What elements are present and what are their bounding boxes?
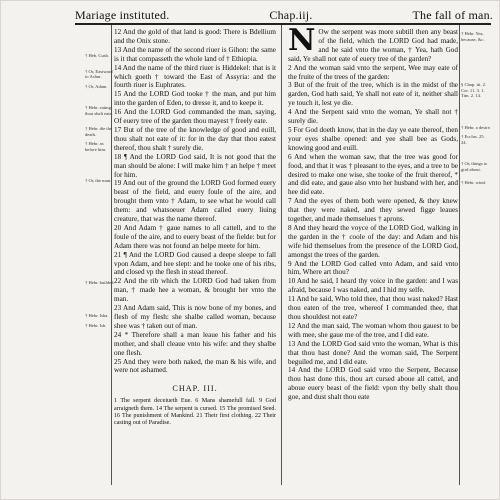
chapter-title: CHAP. III. <box>172 384 218 394</box>
verse: 22 And the rib which the LORD God had taken from man, † made hee a woman, & brought her vnto the man. <box>114 277 276 304</box>
margin-note: † Hebr. Ish. <box>85 322 107 328</box>
column-divider <box>281 25 282 485</box>
margin-note: † Hebr. die the death. <box>85 126 113 137</box>
verse: 18 ¶ And the LORD God said, It is not good that the man should be alone: I will make him † an helpe † meet for him. <box>114 152 276 179</box>
opening-text: Ow the serpent was more subtill then any beast of the field, which the LORD God had made, and he said vnto the woman, † Yea, hath God said, Ye shall not eate of euery tree of the garden? <box>288 28 458 63</box>
margin-note: † Hebr. a desire. <box>461 124 491 130</box>
left-column <box>114 28 276 483</box>
margin-note: † Or, Adam. <box>85 83 108 89</box>
verse: 8 And they heard the voyce of the LORD God, walking in the garden in the † coole of the day: and Adam and his wife hid themselues from the presence of the LORD God, amongst the trees of the garden. <box>288 223 458 259</box>
verse: 24 * Therefore shall a man leaue his father and his mother, and shall cleaue vnto his wife: and they shalbe one flesh. <box>114 330 276 357</box>
verse: 6 And when the woman saw, that the tree was good for food, and that it was † pleasant to the eyes, and a tree to be desired to make one wise, she tooke of the fruit thereof, * and did eate, and gaue also vnto her husband with her, and hee did eate. <box>288 152 458 197</box>
header-center: Chap.iij. <box>269 8 313 22</box>
margin-note: † Hebr. eating thou shalt eate. <box>85 105 113 116</box>
verse: 11 And he said, Who told thee, that thou wast naked? Hast thou eaten of the tree, whereof I commanded thee, that thou shouldest not eate? <box>288 295 458 321</box>
verse: 12 And the gold of that land is good: There is Bdellium and the Onix stone. <box>114 28 276 45</box>
verse: 17 But of the tree of the knowledge of good and euill, thou shalt not eate of it: for in the day that thou eatest thereof, thou shalt † surely die. <box>114 125 276 152</box>
right-column <box>288 28 458 483</box>
margin-note: † Hebr. builded. <box>85 279 115 285</box>
verse: 7 And the eyes of them both were opened, & they knew that they were naked, and they sewed figge leaues together, and made themselues † aprons. <box>288 197 458 224</box>
drop-cap: N <box>288 28 316 58</box>
verse: 16 And the LORD God commanded the man, saying, Of euery tree of the garden thou mayest † freely eate. <box>114 108 276 126</box>
margin-note: § Chap. iii. 2. Cor. 11. 3. 1. Tim. 2. 14. <box>461 82 487 98</box>
verse: 15 And the LORD God tooke † the man, and put him into the garden of Eden, to dresse it, and to keepe it. <box>114 90 276 108</box>
margin-note: † Hebr. Yea, because, &c. <box>461 31 485 42</box>
verse: 13 And the LORD God said vnto the woman, What is this that thou hast done? And the woman said, The Serpent beguiled me, and I did eate. <box>288 339 458 366</box>
verse: 21 ¶ And the LORD God caused a deepe sleepe to fall vpon Adam, and hee slept: and he tooke one of his ribs, and closed vp the flesh in stead thereof. <box>114 250 276 277</box>
margin-note: † Hebr. Isha. <box>85 313 109 318</box>
left-margin-notes <box>85 31 115 332</box>
opening-verse <box>288 28 458 64</box>
header-left: Mariage instituted. <box>75 8 170 22</box>
margin-note: † Hebr. as before him. <box>85 141 107 152</box>
verse: 3 But of the fruit of the tree, which is in the midst of the garden, God hath said, Ye shall not eate of it, neither shall ye touch it, lest ye die. <box>288 81 458 108</box>
verse: 19 And out of the ground the LORD God formed euery beast of the field, and euery foule of the aire, and brought them vnto † Adam, to see what he would call them: and whatsoeuer Adam called euery liuing creature, that was the name thereof. <box>114 179 276 224</box>
verse: 12 And the man said, The woman whom thou gauest to be with mee, she gaue me of the tree, and I did eate. <box>288 321 458 339</box>
header-rule <box>75 23 491 25</box>
verse: 4 And the Serpent said vnto the woman, Ye shall not † surely die. <box>288 108 458 126</box>
margin-note: † Or, the man. <box>85 178 112 183</box>
verse: 5 For God doeth know, that in the day ye eate thereof, then your eyes shalbe opened: and yee shall bee as Gods, knowing good and euill. <box>288 125 458 152</box>
verse: 9 And the LORD God called vnto Adam, and said vnto him, Where art thou? <box>288 259 458 277</box>
margin-note: † Heb. Cush. <box>85 53 109 58</box>
verse: 14 And the name of the third riuer is Hiddekel: that is it which goeth † toward the East of Assyria: and the fourth riuer is Euphrates. <box>114 63 276 90</box>
verse: 14 And the LORD God said vnto the Serpent, Because thou hast done this, thou art cursed aboue all cattel, and aboue euery beast of the field: vpon thy belly shalt thou goe, and dust shalt thou eate <box>288 366 458 402</box>
verse: 23 And Adam said, This is now bone of my bones, and flesh of my flesh: she shalbe called woman, because shee was † taken out of man. <box>114 304 276 330</box>
chapter-summary: 1 The serpent deceiueth Eue. 6 Mans shamefull fall. 9 God arraigneth them. 14 The serpent is cursed. 15 The promised Seed. 16 The punishment of Mankind. 21 Their first clothing. 22 Their casting out of Paradise. <box>114 398 276 427</box>
margin-note: † Or, things to gird about. <box>461 161 488 172</box>
right-margin-notes <box>461 31 491 190</box>
verse: 2 And the woman said vnto the serpent, Wee may eate of the fruite of the trees of the garden: <box>288 63 458 81</box>
verse: 13 And the name of the second riuer is Gihon: the same is it that compasseth the whole land of † Ethiopia. <box>114 45 276 63</box>
margin-note: † Or, Eastward to Ashur. <box>85 68 113 79</box>
right-margin-divider <box>459 25 460 485</box>
margin-note: † Ecclus. 25. 24. <box>461 134 485 145</box>
header-right: The fall of man. <box>412 8 493 22</box>
verse: 20 And Adam † gaue names to all cattell, and to the foule of the aire, and to euery beast of the fielde: but for Adam there was not found an helpe meete for him. <box>114 223 276 250</box>
verse: 25 And they were both naked, the man & his wife, and were not ashamed. <box>114 357 276 375</box>
margin-note: † Hebr. wind. <box>461 180 487 185</box>
running-header <box>75 7 493 23</box>
verse: 10 And he said, I heard thy voice in the garden: and I was afraid, because I was naked, and I hid my selfe. <box>288 277 458 295</box>
